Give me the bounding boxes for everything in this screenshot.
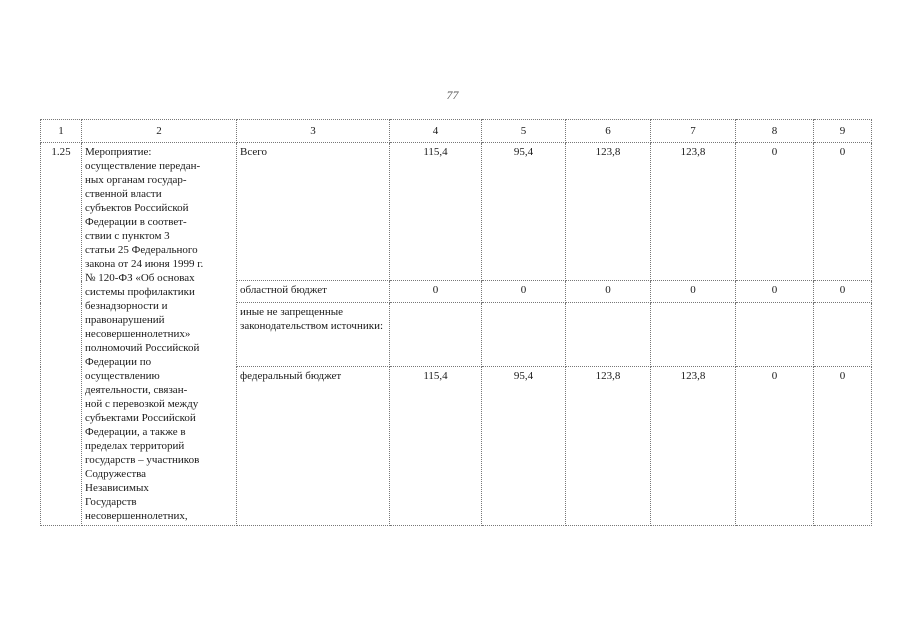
funding-source: областной бюджет [237,281,390,303]
value-cell: 0 [482,281,566,303]
header-cell-3: 3 [237,120,390,143]
value-cell [814,303,872,367]
table-row-total [41,143,872,281]
header-row [41,120,872,143]
value-cell [566,303,651,367]
row-number: 1.25 [41,143,82,526]
value-cell: 115,4 [390,367,482,526]
header-cell-6: 6 [566,120,651,143]
header-cell-8: 8 [736,120,814,143]
value-cell: 115,4 [390,143,482,281]
value-cell: 0 [736,143,814,281]
value-cell [390,303,482,367]
value-cell: 0 [736,367,814,526]
value-cell: 0 [736,281,814,303]
funding-source: Всего [237,143,390,281]
value-cell [651,303,736,367]
header-cell-2: 2 [82,120,237,143]
value-cell: 0 [566,281,651,303]
value-cell: 0 [814,281,872,303]
value-cell: 123,8 [651,143,736,281]
header-cell-1: 1 [41,120,82,143]
value-cell: 95,4 [482,367,566,526]
header-cell-9: 9 [814,120,872,143]
budget-table [40,119,872,526]
funding-source: иные не запрещенные законодательством источники: [237,303,390,367]
header-cell-7: 7 [651,120,736,143]
value-cell: 95,4 [482,143,566,281]
value-cell [482,303,566,367]
value-cell: 0 [814,143,872,281]
value-cell: 123,8 [566,143,651,281]
value-cell [736,303,814,367]
value-cell: 0 [651,281,736,303]
activity-description: Мероприятие: осуществление передан- ных органам государ- ственной власти субъектов Российской Федерации в соответ- ствии с пунктом 3 статьи 25 Федерального закона от 24 июня 1999 г. № 120-ФЗ «Об основах системы профилактики безнадзорности и правонарушений несовершеннолетних» полномочий Российской Федерации по осуществлению деятельности, связан- ной с перевозкой между субъектами Российской Федерации, а также в пределах территорий государств – участников Содружества Независимых Государств несовершеннолетних, [82,143,237,526]
value-cell: 123,8 [651,367,736,526]
value-cell: 0 [814,367,872,526]
header-cell-5: 5 [482,120,566,143]
value-cell: 123,8 [566,367,651,526]
value-cell: 0 [390,281,482,303]
header-cell-4: 4 [390,120,482,143]
page-number: 77 [446,88,459,102]
funding-source: федеральный бюджет [237,367,390,526]
